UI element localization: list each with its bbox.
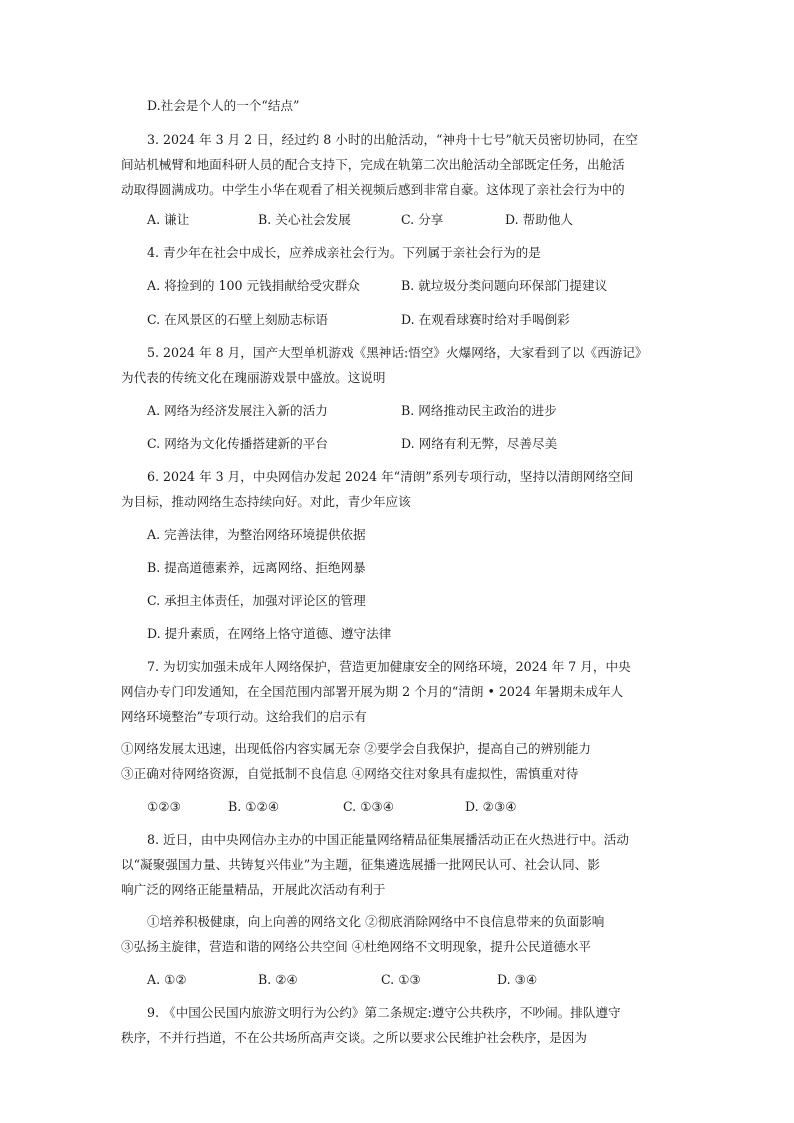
question-7-line-3: 网络环境整治”专项行动。这给我们的启示有 [121,709,367,724]
question-4-option-a: A. 将捡到的 100 元钱捐献给受灾群众 [147,278,360,293]
question-9-line-2: 秩序，不并行挡道，不在公共场所高声交谈。之所以要求公民维护社会秩序，是因为 [121,1030,587,1045]
question-7-statements-line-2: ③正确对待网络资源，自觉抵制不良信息 ④网络交往对象具有虚拟性，需慎重对待 [121,766,579,781]
question-5-option-b: B. 网络推动民主政治的进步 [401,403,557,418]
question-9-line-1: 9. 《中国公民国内旅游文明行为公约》第二条规定:遵守公共秩序，不吵闹。排队遵守 [147,1005,621,1020]
question-5-option-d: D. 网络有利无弊，尽善尽美 [401,436,558,451]
question-6-line-2: 为目标，推动网络生态持续向好。对此，青少年应该 [121,494,411,509]
question-3-option-c: C. 分享 [401,212,444,227]
question-5-option-a: A. 网络为经济发展注入新的活力 [147,403,328,418]
question-4-line-1: 4. 青少年在社会中成长，应养成亲社会行为。下列属于亲社会行为的是 [147,245,541,260]
question-3-line-3: 动取得圆满成功。中学生小华在观看了相关视频后感到非常自豪。这体现了亲社会行为中的 [121,182,625,197]
q2-option-d: D.社会是个人的一个“结点” [147,98,300,113]
question-8-option-c: C. ①③ [381,972,421,987]
question-8-line-3: 响广泛的网络正能量精品，开展此次活动有利于 [121,882,386,897]
question-8-option-d: D. ③④ [497,972,538,987]
question-7-option-d: D. ②③④ [465,799,517,814]
question-3-option-b: B. 关心社会发展 [258,212,351,227]
question-7-statements-line-1: ①网络发展太迅速，出现低俗内容实属无奈 ②要学会自我保护，提高自己的辨别能力 [121,741,591,756]
question-8-option-a: A. ①② [147,972,187,987]
question-6-option-d: D. 提升素质，在网络上恪守道德、遵守法律 [147,626,392,641]
question-8-option-b: B. ②④ [258,972,298,987]
question-6-option-c: C. 承担主体责任，加强对评论区的管理 [147,593,366,608]
question-3-line-1: 3. 2024 年 3 月 2 日，经过约 8 小时的出舱活动，“神舟十七号”航天员密切协同，在空 [147,132,638,147]
question-7-option-a: ①②③ [147,799,181,814]
question-5-line-1: 5. 2024 年 8 月，国产大型单机游戏《黑神话:悟空》火爆网络，大家看到了以《西游记》 [147,345,648,360]
question-6-option-b: B. 提高道德素养，远离网络、拒绝网暴 [147,560,366,575]
question-4-option-c: C. 在风景区的石壁上刻励志标语 [147,312,328,327]
question-7-option-c: C. ①③④ [343,799,395,814]
question-7-line-1: 7. 为切实加强未成年人网络保护，营造更加健康安全的网络环境，2024 年 7 月，中央 [147,659,631,674]
question-3-line-2: 间站机械臂和地面科研人员的配合支持下，完成在轨第二次出舱活动全部既定任务，出舱活 [121,157,625,172]
question-6-line-1: 6. 2024 年 3 月，中央网信办发起 2024 年“清朗”系列专项行动，坚持以清朗网络空间 [147,469,634,484]
question-3-option-d: D. 帮助他人 [505,212,574,227]
question-3-option-a: A. 谦让 [147,212,190,227]
question-8-line-1: 8. 近日，由中央网信办主办的中国正能量网络精品征集展播活动正在火热进行中。活动 [147,832,629,847]
question-8-line-2: 以“凝聚强国力量、共铸复兴伟业”为主题，征集遴选展播一批网民认可、社会认同、影 [121,857,600,872]
question-7-option-b: B. ①②④ [228,799,280,814]
question-5-option-c: C. 网络为文化传播搭建新的平台 [147,436,328,451]
question-5-line-2: 为代表的传统文化在瑰丽游戏景中盛放。这说明 [121,370,386,385]
question-4-option-b: B. 就垃圾分类问题向环保部门提建议 [401,278,608,293]
question-8-statements-line-2: ③弘扬主旋律，营造和谐的网络公共空间 ④杜绝网络不文明现象，提升公民道德水平 [121,939,591,954]
question-4-option-d: D. 在观看球赛时给对手喝倒彩 [401,312,570,327]
question-6-option-a: A. 完善法律，为整治网络环境提供依据 [147,527,366,542]
question-7-line-2: 网信办专门印发通知，在全国范围内部署开展为期 2 个月的“清朗 • 2024 年暑期未成年人 [121,684,624,699]
question-8-statements-line-1: ①培养积极健康，向上向善的网络文化 ②彻底消除网络中不良信息带来的负面影响 [147,914,605,929]
